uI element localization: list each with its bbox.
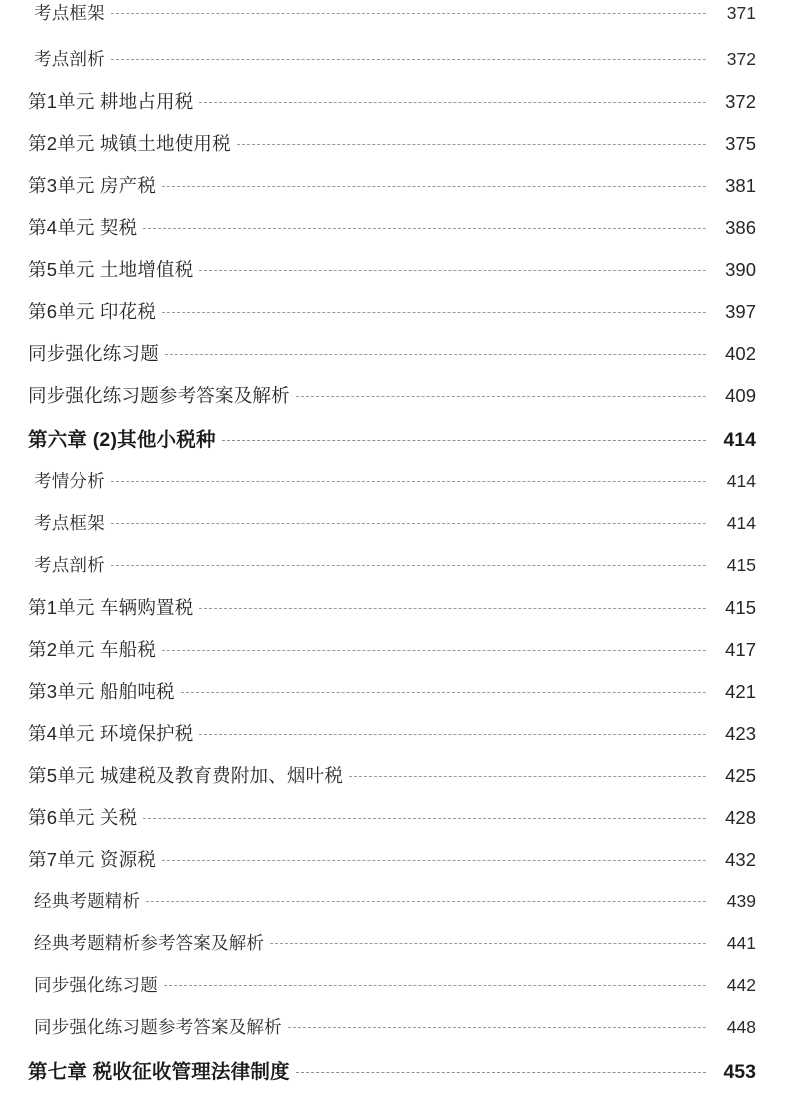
toc-entry-page-number: 414 — [723, 429, 756, 451]
toc-entry[interactable] — [28, 888, 756, 930]
toc-leader-dots — [270, 933, 706, 949]
toc-entry-page-number: 415 — [726, 555, 756, 575]
toc-leader-dots — [199, 260, 706, 276]
toc-entry[interactable] — [28, 424, 756, 468]
toc-entry-page-number: 390 — [725, 259, 756, 280]
toc-entry-title: 第5单元 土地增值税 — [28, 259, 194, 280]
toc-entry-title: 同步强化练习题参考答案及解析 — [28, 385, 290, 406]
toc-entry[interactable] — [28, 552, 756, 594]
toc-entry-page-number: 423 — [725, 723, 756, 744]
toc-entry[interactable] — [28, 636, 756, 678]
toc-entry-title: 经典考题精析 — [34, 891, 141, 911]
toc-leader-dots — [296, 1062, 706, 1078]
toc-entry-title: 第7单元 资源税 — [28, 849, 157, 870]
toc-entry[interactable] — [28, 340, 756, 382]
toc-entry-title: 第七章 税收征收管理法律制度 — [28, 1061, 290, 1083]
toc-entry[interactable] — [28, 1056, 756, 1098]
toc-entry-page-number: 421 — [725, 681, 756, 702]
toc-leader-dots — [164, 975, 706, 991]
toc-entry-page-number: 453 — [723, 1061, 756, 1083]
toc-leader-dots — [199, 92, 706, 108]
toc-leader-dots — [199, 598, 706, 614]
toc-entry[interactable] — [28, 130, 756, 172]
toc-leader-dots — [111, 3, 706, 19]
toc-entry[interactable] — [28, 720, 756, 762]
toc-entry-page-number: 402 — [725, 343, 756, 364]
toc-entry-page-number: 414 — [726, 513, 756, 533]
toc-leader-dots — [111, 471, 706, 487]
toc-entry[interactable] — [28, 298, 756, 340]
toc-entry-title: 第6单元 关税 — [28, 807, 138, 828]
toc-leader-dots — [162, 850, 706, 866]
toc-entry-page-number: 439 — [726, 891, 756, 911]
toc-entry-title: 第5单元 城建税及教育费附加、烟叶税 — [28, 765, 344, 786]
toc-entry-title: 同步强化练习题 — [34, 975, 158, 995]
toc-entry-title: 第4单元 环境保护税 — [28, 723, 194, 744]
toc-entry-page-number: 409 — [725, 385, 756, 406]
toc-entry[interactable] — [28, 0, 756, 46]
toc-entry-title: 第4单元 契税 — [28, 217, 138, 238]
toc-entry-page-number: 425 — [725, 765, 756, 786]
toc-leader-dots — [162, 302, 706, 318]
toc-entry[interactable] — [28, 46, 756, 88]
toc-entry[interactable] — [28, 382, 756, 424]
toc-entry-title: 考点剖析 — [34, 555, 105, 575]
toc-entry-page-number: 386 — [725, 217, 756, 238]
toc-entry-page-number: 397 — [725, 301, 756, 322]
toc-entry-page-number: 381 — [725, 175, 756, 196]
toc-entry[interactable] — [28, 256, 756, 298]
toc-entry-title: 考情分析 — [34, 471, 105, 491]
toc-entry-page-number: 414 — [726, 471, 756, 491]
toc-entry-page-number: 371 — [726, 3, 756, 23]
toc-leader-dots — [181, 682, 706, 698]
toc-entry-title: 同步强化练习题参考答案及解析 — [34, 1017, 282, 1037]
toc-entry-title: 第3单元 船舶吨税 — [28, 681, 175, 702]
toc-entry-page-number: 415 — [725, 597, 756, 618]
toc-entry-page-number: 372 — [726, 49, 756, 69]
toc-entry-page-number: 428 — [725, 807, 756, 828]
toc-leader-dots — [143, 218, 706, 234]
toc-entry[interactable] — [28, 468, 756, 510]
toc-entry-title: 第2单元 车船税 — [28, 639, 157, 660]
toc-entry-page-number: 375 — [725, 133, 756, 154]
toc-entry-page-number: 417 — [725, 639, 756, 660]
toc-entry[interactable] — [28, 510, 756, 552]
toc-entry[interactable] — [28, 678, 756, 720]
toc-entry-page-number: 432 — [725, 849, 756, 870]
toc-leader-dots — [111, 513, 706, 529]
toc-entry-title: 第3单元 房产税 — [28, 175, 157, 196]
toc-leader-dots — [222, 430, 706, 446]
toc-entry[interactable] — [28, 594, 756, 636]
toc-entry[interactable] — [28, 214, 756, 256]
toc-entry[interactable] — [28, 88, 756, 130]
toc-leader-dots — [199, 724, 706, 740]
toc-entry[interactable] — [28, 762, 756, 804]
toc-leader-dots — [162, 640, 706, 656]
toc-leader-dots — [296, 386, 706, 402]
toc-entry-page-number: 442 — [726, 975, 756, 995]
toc-leader-dots — [165, 344, 706, 360]
toc-leader-dots — [288, 1017, 706, 1033]
toc-entry[interactable] — [28, 930, 756, 972]
toc-entry[interactable] — [28, 172, 756, 214]
toc-leader-dots — [237, 134, 706, 150]
toc-leader-dots — [111, 49, 706, 65]
toc-entry[interactable] — [28, 972, 756, 1014]
toc-entry-title: 考点框架 — [34, 513, 105, 533]
toc-entry-title: 第6单元 印花税 — [28, 301, 157, 322]
toc-entry-title: 第1单元 耕地占用税 — [28, 91, 194, 112]
toc-entry-page-number: 448 — [726, 1017, 756, 1037]
toc-entry[interactable] — [28, 1014, 756, 1056]
toc-entry-title: 第2单元 城镇土地使用税 — [28, 133, 231, 154]
toc-entry[interactable] — [28, 804, 756, 846]
toc-entry-title: 第六章 (2)其他小税种 — [28, 429, 216, 451]
toc-entry-page-number: 372 — [725, 91, 756, 112]
toc-entry[interactable] — [28, 846, 756, 888]
toc-leader-dots — [143, 808, 706, 824]
toc-leader-dots — [349, 766, 706, 782]
toc-entry-title: 同步强化练习题 — [28, 343, 159, 364]
toc-leader-dots — [162, 176, 706, 192]
toc-entry-title: 考点框架 — [34, 3, 105, 23]
toc-entry-title: 考点剖析 — [34, 49, 105, 69]
toc-leader-dots — [146, 891, 706, 907]
toc-entry-title: 经典考题精析参考答案及解析 — [34, 933, 265, 953]
toc-entry-page-number: 441 — [726, 933, 756, 953]
toc-entry-title: 第1单元 车辆购置税 — [28, 597, 194, 618]
toc-leader-dots — [111, 555, 706, 571]
